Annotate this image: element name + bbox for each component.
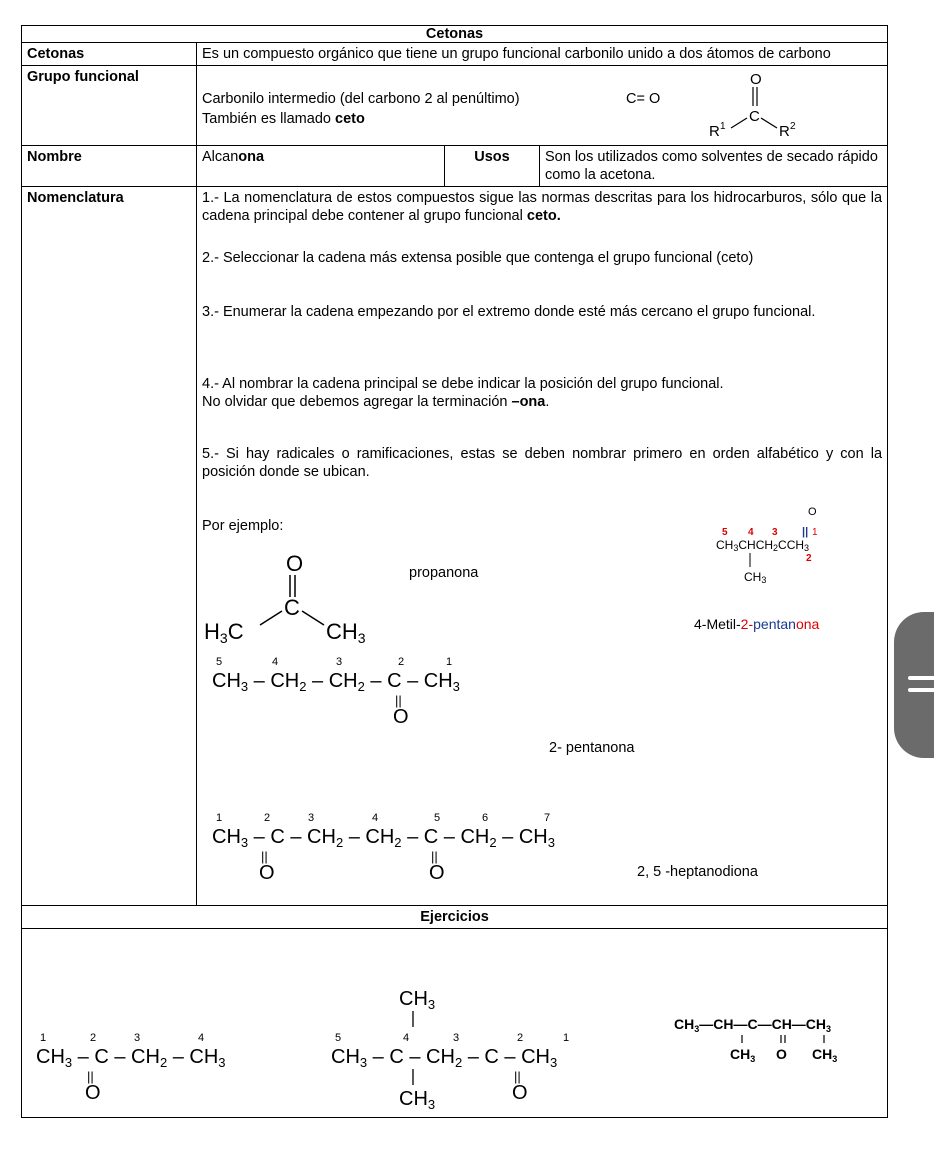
side-drawer-handle[interactable] — [894, 612, 934, 758]
grupo-line2: También es llamado ceto — [202, 111, 365, 127]
propanona-name: propanona — [409, 565, 479, 581]
svg-text:1: 1 — [720, 121, 726, 132]
svg-text:2: 2 — [517, 1032, 524, 1044]
metil-pentanona-structure — [702, 501, 872, 601]
row-label-grupo: Grupo funcional — [22, 66, 197, 146]
grupo-funcional-cell — [197, 66, 888, 146]
cetonas-definition: Es un compuesto orgánico que tiene un grupo funcional carbonilo unido a dos átomos de carbono — [197, 43, 888, 66]
exercise-2-structure — [327, 981, 627, 1116]
svg-text:CH3 – C – CH2 – CH3: $CH_3$ – C – $CH_2 - CH_3$ — [36, 1046, 226, 1070]
row-label-nomenclatura: Nomenclatura — [22, 187, 197, 906]
pentanona-name: 2- pentanona — [549, 740, 635, 756]
pentanona-structure — [202, 653, 562, 733]
rule-4b: No olvidar que debemos agregar la terminación –ona. — [202, 394, 550, 410]
svg-text:2: 2 — [90, 1032, 97, 1044]
ejercicios-cell — [22, 929, 888, 1118]
heptanodiona-structure — [202, 809, 662, 899]
svg-text:4: 4 — [403, 1032, 410, 1044]
svg-text:5: 5 — [216, 656, 223, 668]
carbonyl-structure — [697, 68, 807, 140]
rule-1: 1.- La nomenclatura de estos compuestos sigue las normas descritas para los hidrocarburos, sólo que la cadena principal debe contener al grupo funcional ceto. — [202, 190, 883, 224]
svg-text:4: 4 — [372, 812, 379, 824]
carbonyl-formula: C= O — [626, 91, 661, 107]
ejercicios-header: Ejercicios — [22, 906, 888, 929]
svg-text:CH3CHCH2CCH3: CH3CHCH2CCH3 — [716, 538, 810, 553]
svg-text:O: O — [429, 862, 445, 884]
svg-text:4: 4 — [198, 1032, 205, 1044]
svg-text:3: 3 — [134, 1032, 141, 1044]
svg-text:4: 4 — [748, 527, 754, 538]
metil-pentanona-name: 4-Metil-2-pentanona — [694, 616, 820, 632]
svg-text:1: 1 — [812, 527, 818, 538]
svg-text:2: 2 — [806, 553, 812, 564]
svg-text:O: O — [808, 506, 817, 518]
svg-text:O: O — [259, 862, 275, 884]
svg-text:CH3: CH3 — [326, 619, 366, 646]
svg-text:5: 5 — [722, 527, 728, 538]
svg-text:CH3—CH—C—CH—CH3: $CH_3—CH—C—CH—CH_3$ — [674, 1016, 832, 1034]
svg-text:||: || — [802, 526, 809, 538]
table-title: Cetonas — [22, 26, 888, 43]
ketones-table — [21, 25, 888, 1118]
rule-3: 3.- Enumerar la cadena empezando por el extremo donde esté más cercano el grupo funcional. — [202, 304, 816, 320]
svg-text:2: 2 — [264, 812, 271, 824]
grupo-line1: Carbonilo intermedio (del carbono 2 al penúltimo) — [202, 91, 520, 107]
svg-text:H3C: H3C — [204, 619, 244, 646]
svg-text:3: 3 — [453, 1032, 460, 1044]
svg-text:||: || — [514, 1069, 521, 1084]
heptanodiona-name: 2, 5 -heptanodiona — [637, 864, 758, 880]
svg-text:O: O — [750, 71, 762, 88]
rule-2: 2.- Seleccionar la cadena más extensa posible que contenga el grupo funcional (ceto) — [202, 250, 754, 266]
svg-text:||: || — [87, 1069, 94, 1084]
example-label: Por ejemplo: — [202, 518, 284, 534]
handle-line-icon — [908, 676, 934, 680]
svg-text:CH3: $CH_3$ — [730, 1046, 756, 1064]
svg-text:C: C — [749, 108, 760, 125]
svg-text:CH3: CH3 — [744, 570, 767, 585]
svg-text:CH3 – C – CH2 – CH2 – C – CH2: $CH_3$ – C – $CH_2 - CH_2$ – C – $CH_2 - CH_3$ — [212, 826, 555, 850]
nomenclatura-cell — [197, 187, 888, 906]
nombre-value: Alcanona — [197, 146, 445, 187]
handle-line-icon-2 — [908, 688, 934, 692]
svg-text:O: O — [286, 551, 304, 576]
exercise-1-structure — [30, 1029, 320, 1109]
rule-4a: 4.- Al nombrar la cadena principal se debe indicar la posición del grupo funcional. — [202, 376, 724, 392]
svg-text:O: O — [393, 706, 409, 728]
svg-text:3: 3 — [308, 812, 315, 824]
svg-text:R: R — [709, 123, 720, 140]
svg-text:1: 1 — [216, 812, 223, 824]
svg-text:||: || — [395, 693, 402, 708]
svg-text:||: || — [431, 849, 438, 864]
rule-5: 5.- Si hay radicales o ramificaciones, estas se deben nombrar primero en orden alfabético y con la posición donde se ubican. — [202, 446, 883, 480]
svg-text:CH3 – C – CH2 – C – CH3: $CH_3$ – C – $CH_2$ – C – $CH_3$ — [331, 1046, 558, 1070]
svg-text:2: 2 — [790, 121, 796, 132]
propanona-structure — [202, 547, 402, 647]
svg-text:C: C — [284, 595, 300, 620]
usos-label: Usos — [445, 146, 540, 187]
exercise-3-structure — [672, 1007, 887, 1077]
svg-text:CH3: $CH_3$ — [812, 1046, 838, 1064]
svg-text:O: O — [512, 1082, 528, 1104]
svg-text:CH3: $CH_3$ — [399, 988, 436, 1012]
svg-text:O: O — [85, 1082, 101, 1104]
usos-text: Son los utilizados como solventes de secado rápido como la acetona. — [540, 146, 888, 187]
svg-text:CH3 – CH2 – CH2 – C – CH3: $CH_3 - CH_2 - CH_2$ – C – $CH_3$ — [212, 670, 460, 694]
svg-text:4: 4 — [272, 656, 279, 668]
svg-text:5: 5 — [335, 1032, 342, 1044]
svg-text:1: 1 — [563, 1032, 570, 1044]
svg-text:3: 3 — [772, 527, 778, 538]
row-label-nombre: Nombre — [22, 146, 197, 187]
svg-text:3: 3 — [336, 656, 343, 668]
svg-text:R: R — [779, 123, 790, 140]
svg-text:2: 2 — [398, 656, 405, 668]
svg-text:||: || — [261, 849, 268, 864]
svg-text:1: 1 — [446, 656, 453, 668]
svg-text:1: 1 — [40, 1032, 47, 1044]
svg-text:6: 6 — [482, 812, 489, 824]
svg-text:7: 7 — [544, 812, 551, 824]
svg-text:5: 5 — [434, 812, 441, 824]
svg-text:O: O — [776, 1046, 787, 1062]
row-label-cetonas: Cetonas — [22, 43, 197, 66]
svg-text:CH3: $CH_3$ — [399, 1088, 436, 1112]
